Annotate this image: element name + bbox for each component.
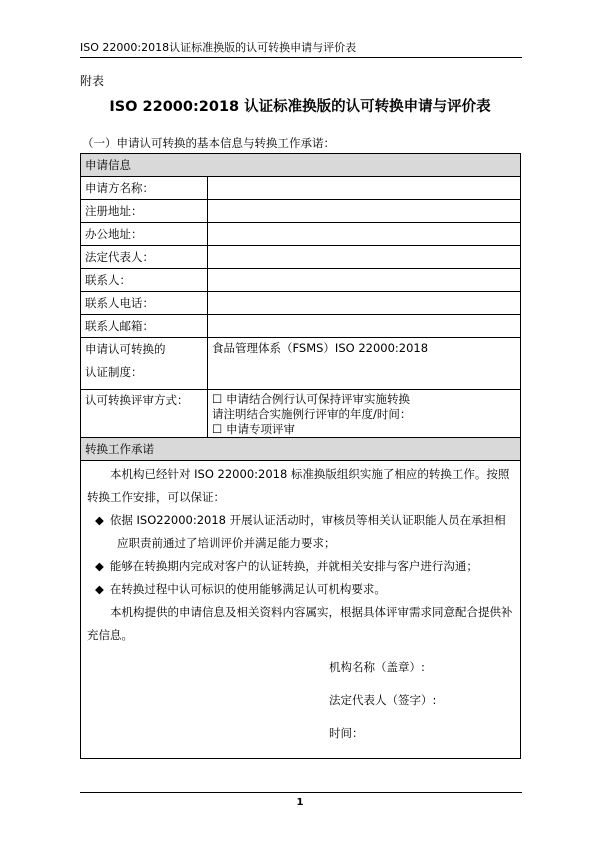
option-special-label: 申请专项评审: [225, 422, 295, 436]
commitment-bullet-2: [87, 555, 514, 578]
field-label: 注册地址：: [81, 200, 208, 223]
contact-email-field[interactable]: [208, 315, 521, 338]
page-title: ISO 22000:2018 认证标准换版的认可转换申请与评价表: [109, 99, 491, 115]
signature-date[interactable]: 时间：: [329, 726, 364, 740]
running-header: ISO 22000:2018认证标准换版的认可转换申请与评价表: [80, 41, 357, 54]
legal-representative-field[interactable]: [208, 246, 521, 269]
option-special[interactable]: [212, 422, 516, 437]
checkbox-icon[interactable]: ☐: [212, 422, 223, 436]
section-heading: （一）申请认可转换的基本信息与转换工作承诺：: [82, 136, 335, 150]
applicant-name-field[interactable]: [208, 177, 521, 200]
scheme-value: 食品管理体系（FSMS）ISO 22000:2018: [208, 338, 521, 390]
contact-phone-field[interactable]: [208, 292, 521, 315]
appendix-label: 附表: [80, 74, 105, 88]
header-rule: [80, 57, 522, 58]
form-row-email: [81, 315, 521, 338]
checkbox-icon[interactable]: ☐: [212, 392, 223, 406]
option-routine-label: 申请结合例行认可保持评审实施转换: [225, 392, 410, 406]
field-label: 办公地址：: [81, 223, 208, 246]
form-row-review-mode: [81, 390, 521, 438]
field-label: 联系人邮箱：: [81, 315, 208, 338]
form-row-office-address: [81, 223, 521, 246]
field-label: 联系人电话：: [81, 292, 208, 315]
commitment-intro: 本机构已经针对 ISO 22000:2018 标准换版组织实施了相应的转换工作。按照转换工作安排，可以保证：: [87, 467, 510, 504]
commitment-bullet-1-cont: 应职责前通过了培训评价并满足能力要求；: [117, 536, 336, 550]
field-label: 联系人：: [81, 269, 208, 292]
signature-legal-rep[interactable]: 法定代表人（签字）:: [329, 693, 437, 707]
diamond-bullet-icon: ◆: [95, 559, 104, 573]
bullet-text: 依据 ISO22000:2018 开展认证活动时，审核员等相关认证职能人员在承担相: [109, 513, 506, 527]
form-row-reg-address: [81, 200, 521, 223]
scheme-label-line1: 申请认可转换的: [85, 342, 166, 356]
application-form: [80, 153, 521, 759]
bullet-text: 在转换过程中认可标识的使用能够满足认可机构要求。: [109, 582, 386, 596]
commitment-closing: 本机构提供的申请信息及相关资料内容属实，根据具体评审需求同意配合提供补充信息。: [87, 605, 513, 642]
signature-org[interactable]: 机构名称（盖章）:: [329, 660, 425, 674]
form-row-contact: [81, 269, 521, 292]
diamond-bullet-icon: ◆: [95, 513, 104, 527]
footer-rule: [80, 792, 522, 793]
registered-address-field[interactable]: [208, 200, 521, 223]
commitment-header: 转换工作承诺: [81, 438, 521, 461]
commitment-bullet-3: [87, 578, 514, 601]
form-row-scheme: [81, 338, 521, 390]
option-routine-note: 请注明结合实施例行评审的年度/时间：: [212, 407, 412, 421]
commitment-body: [81, 461, 521, 759]
page-number: 1: [296, 797, 304, 808]
scheme-label: [81, 338, 208, 390]
field-label: 法定代表人：: [81, 246, 208, 269]
contact-person-field[interactable]: [208, 269, 521, 292]
office-address-field[interactable]: [208, 223, 521, 246]
option-routine[interactable]: [212, 392, 516, 407]
field-label: 申请方名称：: [81, 177, 208, 200]
bullet-text: 能够在转换期内完成对客户的认证转换，并就相关安排与客户进行沟通；: [109, 559, 478, 573]
form-row-legal-rep: [81, 246, 521, 269]
form-row-name: [81, 177, 521, 200]
form-row-phone: [81, 292, 521, 315]
review-mode-options: [208, 390, 521, 438]
scheme-label-line2: 认证制度：: [85, 365, 143, 379]
diamond-bullet-icon: ◆: [95, 582, 104, 596]
commitment-bullet-1: [87, 509, 514, 532]
review-mode-label: 认可转换评审方式：: [81, 390, 208, 438]
info-header: 申请信息: [81, 154, 521, 177]
